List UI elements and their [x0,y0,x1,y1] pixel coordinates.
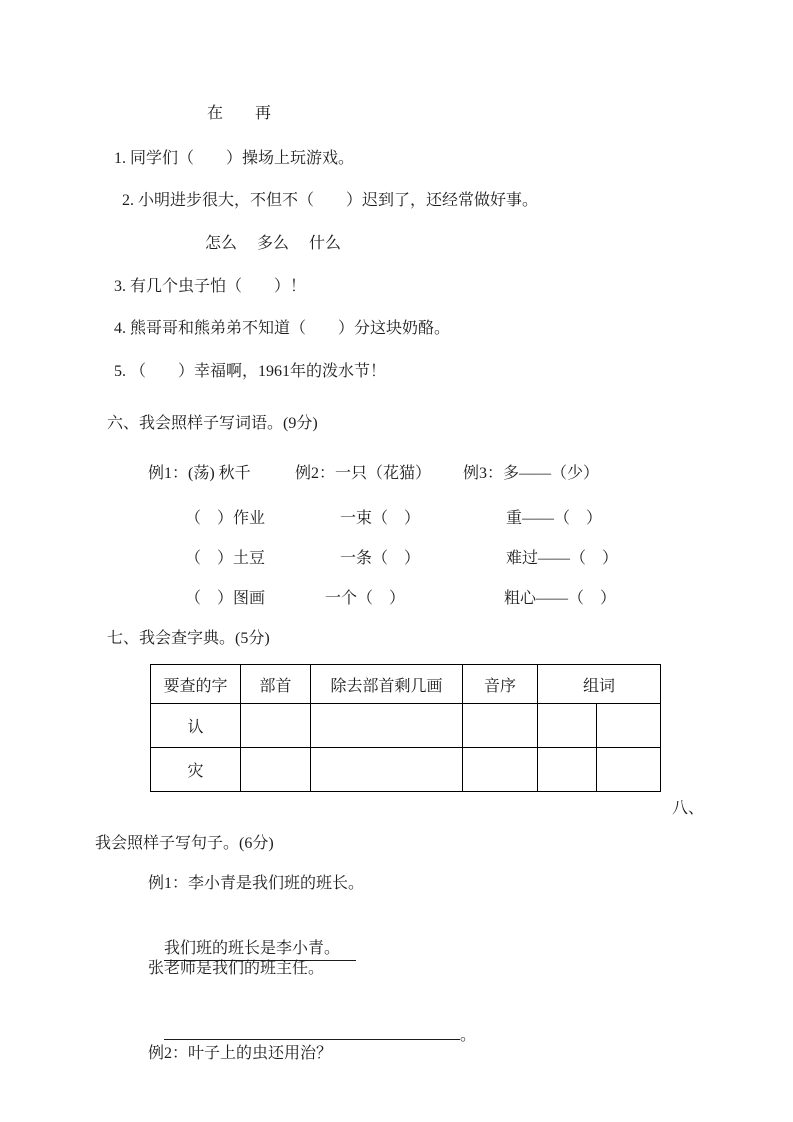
table-row [151,704,661,748]
pattern-cell: （ ）土豆 [185,550,266,567]
table-header-row [151,665,661,704]
table-row [151,748,661,792]
pattern-cell: 难过——（ ） [506,550,619,567]
example-2: 例2：一只（花猫） [295,465,432,482]
empty-answer-cell [463,704,538,748]
question-2: 2. 小明进步很大，不但不（ ）迟到了，还经常做好事。 [122,192,539,209]
question-3: 3. 有几个虫子怕（ ）！ [114,278,307,295]
empty-answer-cell [241,748,311,792]
empty-answer-cell [311,748,463,792]
char-cell-zai: 灾 [151,748,241,792]
section-six-title: 六、我会照样子写词语。(9分) [107,415,318,432]
char-cell-ren: 认 [151,704,241,748]
question-1: 1. 同学们（ ）操场上玩游戏。 [114,150,355,167]
pattern-cell: （ ）作业 [185,510,266,527]
word-bank-zai-zai: 在 再 [207,105,272,122]
question-5: 5. （ ）幸福啊，1961年的泼水节！ [114,363,387,380]
cell-divider [596,704,597,747]
header-radical: 部首 [241,665,311,704]
section-eight-title: 我会照样子写句子。(6分) [95,835,274,852]
dictionary-table [150,664,661,792]
header-char-to-lookup: 要查的字 [151,665,241,704]
empty-answer-cell [311,704,463,748]
empty-answer-cell [241,704,311,748]
example-sentence-2: 例2：叶子上的虫还用治？ [148,1045,333,1062]
pattern-cell: （ ）图画 [185,590,266,607]
example-3: 例3：多——（少） [463,465,600,482]
pattern-cell: 一条（ ） [340,550,421,567]
question-4: 4. 熊哥哥和熊弟弟不知道（ ）分这块奶酪。 [114,320,451,337]
example-1: 例1：(荡) 秋千 [148,465,251,482]
word-bank-zenme: 怎么 多么 什么 [205,235,342,252]
cell-divider [596,748,597,791]
pattern-cell: 粗心——（ ） [504,590,617,607]
empty-answer-cell [538,704,661,748]
example-sentence-1: 例1：李小青是我们班的班长。 [148,875,365,892]
header-remaining-strokes: 除去部首剩几画 [311,665,463,704]
pattern-cell: 一个（ ） [325,590,406,607]
period-suffix: 。 [460,1027,477,1044]
example-answer-underlined: 我们班的班长是李小青。 [164,940,356,961]
empty-answer-cell [463,748,538,792]
section-eight-number: 八、 [672,800,705,817]
answer-blank [164,1022,460,1040]
header-word-group: 组词 [538,665,661,704]
empty-answer-cell [538,748,661,792]
pattern-cell: 一束（ ） [340,510,421,527]
sentence-to-rewrite: 张老师是我们的班主任。 [148,960,325,977]
header-phonetic-order: 音序 [463,665,538,704]
section-seven-title: 七、我会查字典。(5分) [107,630,270,647]
pattern-cell: 重——（ ） [506,510,603,527]
